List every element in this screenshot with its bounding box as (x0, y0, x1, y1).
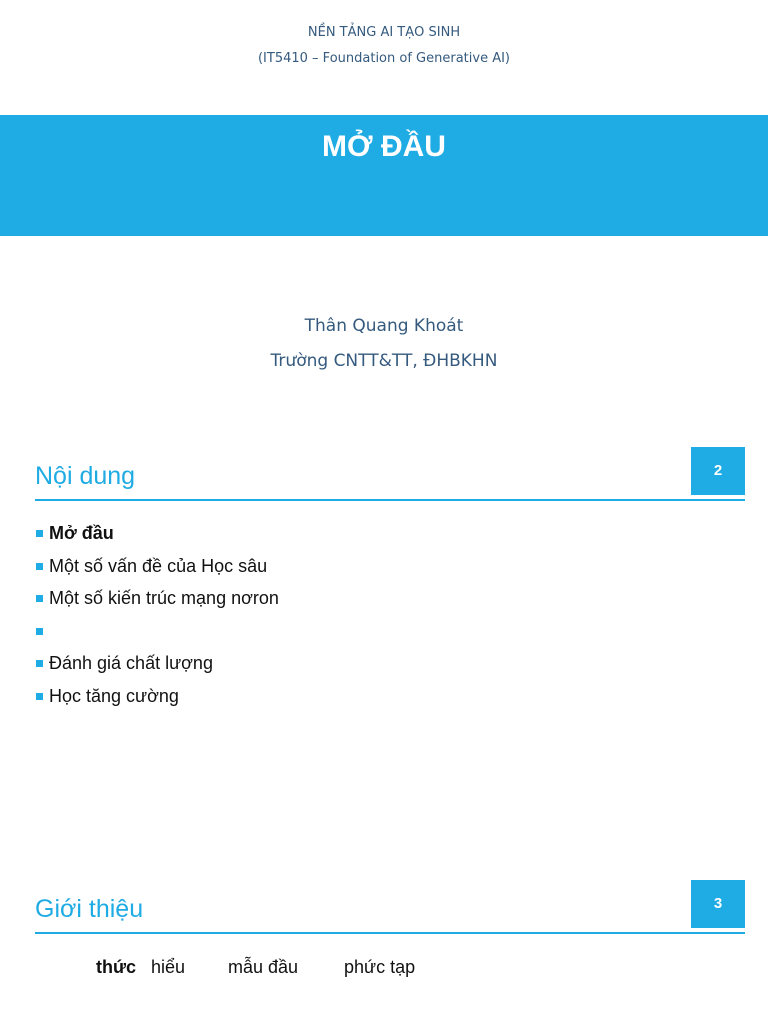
list-item (35, 582, 279, 615)
list-item (35, 680, 279, 713)
author-block (0, 309, 768, 379)
lecture-title: MỞ ĐẦU (322, 130, 446, 163)
course-code: (IT5410 – Foundation of Generative AI) (257, 51, 510, 66)
square-bullet-icon (36, 530, 43, 537)
text-fragment: hiểu (151, 957, 186, 977)
slide-2-divider (35, 499, 745, 501)
list-item-label: Một số vấn đề của Học sâu (49, 555, 268, 576)
text-fragment: phức tạp (344, 957, 416, 977)
text-fragment: mẫu đầu (228, 957, 299, 977)
list-item-label: Mở đầu (49, 523, 114, 543)
slide-3-divider (35, 932, 745, 934)
square-bullet-icon (36, 563, 43, 570)
list-item (35, 615, 279, 648)
contents-list (35, 517, 279, 713)
course-header (0, 20, 768, 72)
slide-3-title: Giới thiệu (35, 895, 144, 923)
slide-2-title: Nội dung (35, 462, 136, 490)
square-bullet-icon (36, 628, 43, 635)
slide-3-page-number: 3 (691, 880, 745, 928)
author-name: Thân Quang Khoát (304, 316, 464, 336)
course-name: NỀN TẢNG AI TẠO SINH (307, 25, 461, 40)
slide-2-page-number: 2 (691, 447, 745, 495)
list-item (35, 517, 279, 550)
square-bullet-icon (36, 693, 43, 700)
list-item (35, 647, 279, 680)
square-bullet-icon (36, 595, 43, 602)
list-item-label: Học tăng cường (49, 685, 179, 706)
list-item-label: Một số kiến trúc mạng nơron (49, 588, 279, 609)
intro-text-fragments (0, 952, 768, 982)
author-affiliation: Trường CNTT&TT, ĐHBKHN (270, 351, 498, 371)
square-bullet-icon (36, 660, 43, 667)
list-item-label: Đánh giá chất lượng (49, 653, 213, 674)
list-item (35, 550, 279, 583)
text-fragment: thức (96, 957, 137, 977)
